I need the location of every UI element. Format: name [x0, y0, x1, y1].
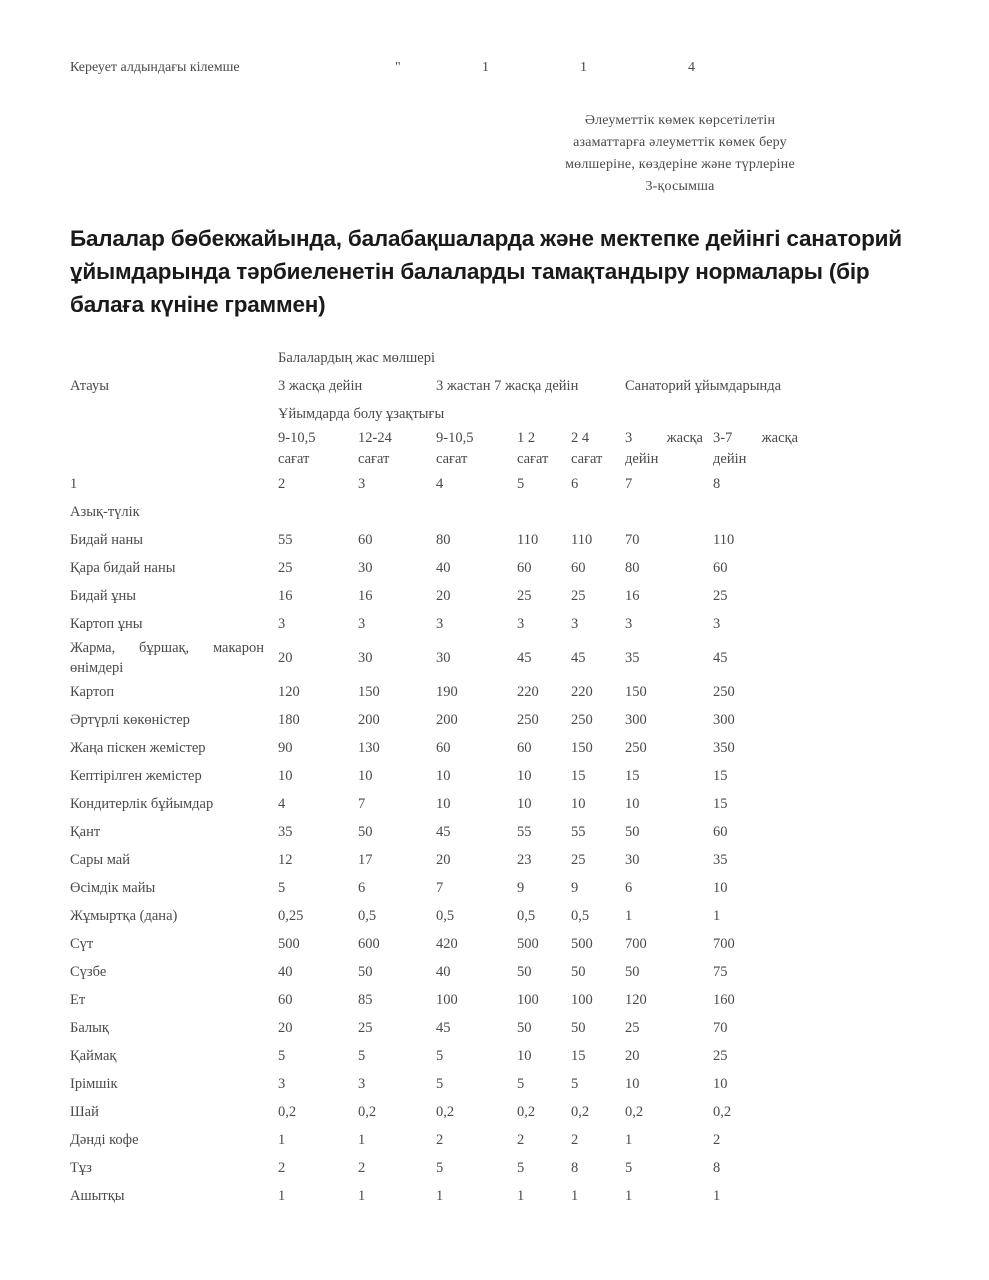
annex-line: азаматтарға әлеуметтік көмек беру	[573, 135, 787, 150]
norm-value: 10	[278, 767, 293, 784]
norm-value: 70	[713, 1019, 728, 1036]
food-name: Өсімдік майы	[70, 879, 156, 896]
table-row	[70, 818, 850, 846]
column-number: 1	[70, 475, 78, 492]
norm-value: 110	[571, 531, 593, 548]
food-name: Ет	[70, 991, 86, 1008]
norm-value: 60	[713, 823, 728, 840]
norm-value: 45	[517, 650, 532, 666]
table-row	[70, 1014, 850, 1042]
subheader-top: 12-24	[358, 430, 392, 446]
food-name: Жарма, бұршақ, макарон	[70, 640, 264, 656]
norm-value: 5	[517, 1075, 525, 1092]
norm-value: 0,5	[358, 907, 377, 924]
norm-value: 130	[358, 739, 380, 756]
norm-value: 20	[278, 1019, 293, 1036]
norm-value: 150	[625, 683, 647, 700]
group-header: 3 жасқа дейін	[278, 377, 363, 394]
norm-value: 12	[278, 851, 293, 868]
norm-value: 110	[713, 531, 735, 548]
norm-value: 45	[713, 650, 728, 666]
table-row	[70, 734, 850, 762]
norm-value: 60	[517, 559, 532, 576]
table-row	[70, 930, 850, 958]
norm-value: 8	[571, 1159, 579, 1176]
table-row	[70, 958, 850, 986]
norm-value: 120	[625, 991, 647, 1008]
norm-value: 6	[625, 879, 633, 896]
column-number: 5	[517, 475, 525, 492]
norm-value: 0,2	[358, 1103, 377, 1120]
norm-value: 500	[278, 935, 300, 952]
table-row	[70, 874, 850, 902]
norm-value: 10	[713, 879, 728, 896]
subheader-top: 1 2	[517, 430, 536, 446]
subheader-cell	[436, 428, 517, 470]
norm-value: 70	[625, 531, 640, 548]
norm-value: 160	[713, 991, 735, 1008]
column-number: 8	[713, 475, 721, 492]
norm-value: 35	[278, 823, 293, 840]
norm-value: 25	[278, 559, 293, 576]
food-name: өнімдері	[70, 660, 124, 676]
norm-value: 5	[278, 1047, 286, 1064]
norm-value: 300	[713, 711, 735, 728]
norm-value: 5	[571, 1075, 579, 1092]
food-name: Бидай наны	[70, 531, 143, 548]
norm-value: 3	[625, 615, 633, 632]
norm-value: 3	[358, 615, 366, 632]
norm-value: 60	[436, 739, 451, 756]
norm-value: 220	[571, 683, 593, 700]
norm-value: 45	[436, 823, 451, 840]
norm-value: 25	[358, 1019, 373, 1036]
food-name-cell	[70, 638, 278, 678]
norm-value: 250	[625, 739, 647, 756]
norm-value: 20	[436, 587, 451, 604]
norm-value: 80	[625, 559, 640, 576]
previous-row-label: Кереует алдындағы кілемше	[70, 60, 240, 75]
food-name: Дәнді кофе	[70, 1131, 139, 1148]
norm-value: 10	[436, 795, 451, 812]
subheader-bottom: дейін	[625, 451, 659, 467]
norm-value: 1	[358, 1187, 366, 1204]
norm-value: 5	[358, 1047, 366, 1064]
table-row	[70, 846, 850, 874]
norm-value: 420	[436, 935, 458, 952]
column-number: 6	[571, 475, 579, 492]
norm-value: 300	[625, 711, 647, 728]
norm-value: 7	[436, 879, 444, 896]
norm-value: 50	[358, 823, 373, 840]
norm-value: 350	[713, 739, 735, 756]
food-name: Шай	[70, 1103, 99, 1120]
norm-value: 220	[517, 683, 539, 700]
norm-value: 5	[436, 1047, 444, 1064]
food-name: Сары май	[70, 851, 130, 868]
header-row	[70, 344, 850, 372]
food-name: Ашытқы	[70, 1187, 125, 1204]
norm-value: 7	[358, 795, 366, 812]
food-name: Сүзбе	[70, 963, 107, 980]
norm-value: 16	[278, 587, 293, 604]
food-name: Кептірілген жемістер	[70, 767, 202, 784]
norm-value: 2	[436, 1131, 444, 1148]
norm-value: 700	[625, 935, 647, 952]
norm-value: 250	[713, 683, 735, 700]
food-name: Бидай ұны	[70, 587, 137, 604]
food-name: Кондитерлік бұйымдар	[70, 795, 214, 812]
norm-value: 60	[713, 559, 728, 576]
food-name: Әртүрлі көкөністер	[70, 711, 190, 728]
norm-value: 0,2	[571, 1103, 590, 1120]
table-row	[70, 1154, 850, 1182]
food-name: Сүт	[70, 935, 94, 952]
column-number: 4	[436, 475, 444, 492]
norm-value: 500	[517, 935, 539, 952]
norm-value: 3	[713, 615, 721, 632]
norm-value: 9	[571, 879, 579, 896]
group-header: Санаторий ұйымдарында	[625, 377, 782, 394]
table-row	[70, 1070, 850, 1098]
norm-value: 200	[358, 711, 380, 728]
norm-value: 600	[358, 935, 380, 952]
table-row	[70, 790, 850, 818]
norm-value: 10	[625, 1075, 640, 1092]
norm-value: 1	[713, 1187, 721, 1204]
table-row	[70, 902, 850, 930]
subheader-bottom: сағат	[517, 451, 549, 467]
norm-value: 0,5	[436, 907, 455, 924]
subheader-cell	[278, 428, 358, 470]
norm-value: 0,2	[625, 1103, 644, 1120]
column-number: 3	[358, 475, 366, 492]
norm-value: 2	[571, 1131, 579, 1148]
section-row	[70, 498, 850, 526]
empty-cell	[70, 428, 278, 470]
column-number-row	[70, 470, 850, 498]
table-row	[70, 986, 850, 1014]
subheader-cell	[517, 428, 571, 470]
table-row	[70, 762, 850, 790]
table-row	[70, 1182, 850, 1210]
previous-row-mark: "	[395, 60, 401, 75]
norm-value: 45	[436, 1019, 451, 1036]
norm-value: 17	[358, 851, 373, 868]
norm-value: 15	[571, 1047, 586, 1064]
norm-value: 45	[571, 650, 586, 666]
norm-value: 20	[278, 650, 293, 666]
table-row	[70, 678, 850, 706]
norm-value: 5	[436, 1159, 444, 1176]
food-name: Қант	[70, 823, 101, 840]
norm-value: 60	[571, 559, 586, 576]
norm-value: 20	[436, 851, 451, 868]
subheader-bottom: дейін	[713, 451, 747, 467]
norm-value: 2	[358, 1159, 366, 1176]
column-number: 2	[278, 475, 286, 492]
norm-value: 4	[278, 795, 286, 812]
table-row	[70, 554, 850, 582]
norm-value: 25	[571, 851, 586, 868]
norm-value: 15	[571, 767, 586, 784]
norm-value: 10	[436, 767, 451, 784]
group-header: 3 жастан 7 жасқа дейін	[436, 377, 579, 394]
norm-value: 23	[517, 851, 532, 868]
subheader-cell	[358, 428, 436, 470]
norm-value: 50	[625, 963, 640, 980]
norm-value: 6	[358, 879, 366, 896]
food-name: Тұз	[70, 1159, 92, 1176]
norm-value: 60	[278, 991, 293, 1008]
previous-row-value: 1	[482, 60, 489, 75]
age-header: Балалардың жас мөлшері	[278, 349, 435, 366]
norm-value: 250	[517, 711, 539, 728]
section-label: Азық-түлік	[70, 503, 140, 520]
subheader-bottom: сағат	[436, 451, 468, 467]
norm-value: 5	[436, 1075, 444, 1092]
table-row	[70, 638, 850, 678]
norm-value: 5	[517, 1159, 525, 1176]
norm-value: 180	[278, 711, 300, 728]
norm-value: 700	[713, 935, 735, 952]
norm-value: 35	[625, 650, 640, 666]
food-name: Жаңа піскен жемістер	[70, 739, 206, 756]
subheader-top: 9-10,5	[436, 430, 474, 446]
norm-value: 16	[625, 587, 640, 604]
table-row	[70, 582, 850, 610]
norm-value: 85	[358, 991, 373, 1008]
norm-value: 25	[517, 587, 532, 604]
norm-value: 50	[358, 963, 373, 980]
norm-value: 0,2	[713, 1103, 732, 1120]
norm-value: 0,2	[517, 1103, 536, 1120]
norm-value: 50	[625, 823, 640, 840]
subheader-top: 3-7 жасқа	[713, 430, 799, 446]
norm-value: 3	[517, 615, 525, 632]
norm-value: 25	[625, 1019, 640, 1036]
norm-value: 40	[278, 963, 293, 980]
table-row	[70, 1042, 850, 1070]
norm-value: 30	[625, 851, 640, 868]
norm-value: 10	[517, 1047, 532, 1064]
norm-value: 100	[571, 991, 593, 1008]
subheader-row	[70, 428, 850, 470]
food-name: Балық	[70, 1019, 109, 1036]
norm-value: 2	[278, 1159, 286, 1176]
norm-value: 50	[517, 1019, 532, 1036]
norm-value: 1	[571, 1187, 579, 1204]
norm-value: 10	[625, 795, 640, 812]
norm-value: 250	[571, 711, 593, 728]
norm-value: 5	[625, 1159, 633, 1176]
norm-value: 150	[571, 739, 593, 756]
food-name: Картоп ұны	[70, 615, 143, 632]
subheader-bottom: сағат	[358, 451, 390, 467]
norm-value: 1	[278, 1131, 286, 1148]
norm-value: 10	[517, 767, 532, 784]
norm-value: 15	[713, 767, 728, 784]
norm-value: 0,2	[436, 1103, 455, 1120]
norm-value: 0,5	[517, 907, 536, 924]
food-name: Картоп	[70, 683, 115, 700]
norm-value: 3	[278, 1075, 286, 1092]
norm-value: 2	[713, 1131, 721, 1148]
norm-value: 35	[713, 851, 728, 868]
norm-value: 200	[436, 711, 458, 728]
norm-value: 500	[571, 935, 593, 952]
norm-value: 190	[436, 683, 458, 700]
norm-value: 55	[278, 531, 293, 548]
norm-value: 1	[625, 1187, 633, 1204]
column-number: 7	[625, 475, 633, 492]
norm-value: 1	[625, 907, 633, 924]
norm-value: 15	[713, 795, 728, 812]
food-name: Жұмыртқа (дана)	[70, 907, 178, 924]
norm-value: 15	[625, 767, 640, 784]
norm-value: 30	[358, 650, 373, 666]
norm-value: 8	[713, 1159, 721, 1176]
duration-header: Ұйымдарда болу ұзақтығы	[278, 405, 445, 422]
norm-value: 25	[713, 1047, 728, 1064]
norm-value: 40	[436, 963, 451, 980]
previous-row-value: 4	[688, 60, 695, 75]
document-title: Балалар бөбекжайында, балабақшаларда және мектепке дейінгі санаторий ұйымдарында тәрбиеленетін балаларды тамақтандыру нормалары (бір балаға күніне граммен)	[70, 226, 902, 317]
subheader-cell	[713, 428, 850, 470]
norm-value: 40	[436, 559, 451, 576]
table-row	[70, 706, 850, 734]
table-row	[70, 526, 850, 554]
norm-value: 1	[625, 1131, 633, 1148]
norm-value: 0,25	[278, 907, 304, 924]
subheader-cell	[571, 428, 625, 470]
food-name: Ірімшік	[70, 1075, 118, 1092]
norm-value: 3	[358, 1075, 366, 1092]
norm-value: 3	[436, 615, 444, 632]
table-row	[70, 1098, 850, 1126]
norm-value: 1	[713, 907, 721, 924]
norm-value: 120	[278, 683, 300, 700]
table-row	[70, 610, 850, 638]
norm-value: 100	[517, 991, 539, 1008]
norm-value: 5	[278, 879, 286, 896]
annex-caption	[530, 110, 830, 198]
norm-value: 60	[517, 739, 532, 756]
previous-row-value: 1	[580, 60, 587, 75]
food-rows	[70, 526, 850, 1210]
norm-value: 30	[358, 559, 373, 576]
norm-value: 2	[517, 1131, 525, 1148]
norm-value: 9	[517, 879, 525, 896]
norm-value: 90	[278, 739, 293, 756]
norm-value: 100	[436, 991, 458, 1008]
norm-value: 50	[517, 963, 532, 980]
norm-value: 30	[436, 650, 451, 666]
norm-value: 0,5	[571, 907, 590, 924]
norm-value: 16	[358, 587, 373, 604]
norm-value: 50	[571, 1019, 586, 1036]
norm-value: 1	[358, 1131, 366, 1148]
nutrition-norms-table	[70, 344, 850, 1210]
norm-value: 3	[571, 615, 579, 632]
subheader-top: 2 4	[571, 430, 590, 446]
norm-value: 25	[571, 587, 586, 604]
norm-value: 75	[713, 963, 728, 980]
norm-value: 10	[713, 1075, 728, 1092]
norm-value: 0,2	[278, 1103, 297, 1120]
subheader-top: 3 жасқа	[625, 430, 703, 446]
food-name: Қаймақ	[70, 1047, 117, 1064]
norm-value: 1	[517, 1187, 525, 1204]
norm-value: 10	[517, 795, 532, 812]
subheader-bottom: сағат	[278, 451, 310, 467]
norm-value: 10	[571, 795, 586, 812]
subheader-cell	[625, 428, 713, 470]
norm-value: 50	[571, 963, 586, 980]
annex-number: 3-қосымша	[645, 179, 715, 194]
food-name: Қара бидай наны	[70, 559, 176, 576]
subheader-top: 9-10,5	[278, 430, 316, 446]
norm-value: 20	[625, 1047, 640, 1064]
norm-value: 150	[358, 683, 380, 700]
table-row	[70, 1126, 850, 1154]
name-header: Атауы	[70, 377, 109, 394]
norm-value: 3	[278, 615, 286, 632]
norm-value: 60	[358, 531, 373, 548]
previous-table-row	[0, 60, 989, 80]
norm-value: 1	[278, 1187, 286, 1204]
norm-value: 55	[571, 823, 586, 840]
norm-value: 110	[517, 531, 539, 548]
norm-value: 10	[358, 767, 373, 784]
subheader-bottom: сағат	[571, 451, 603, 467]
norm-value: 80	[436, 531, 451, 548]
norm-value: 55	[517, 823, 532, 840]
annex-line: Әлеуметтік көмек көрсетілетін	[584, 113, 776, 128]
annex-line: мөлшеріне, көздеріне және түрлеріне	[565, 157, 795, 172]
norm-value: 1	[436, 1187, 444, 1204]
norm-value: 25	[713, 587, 728, 604]
